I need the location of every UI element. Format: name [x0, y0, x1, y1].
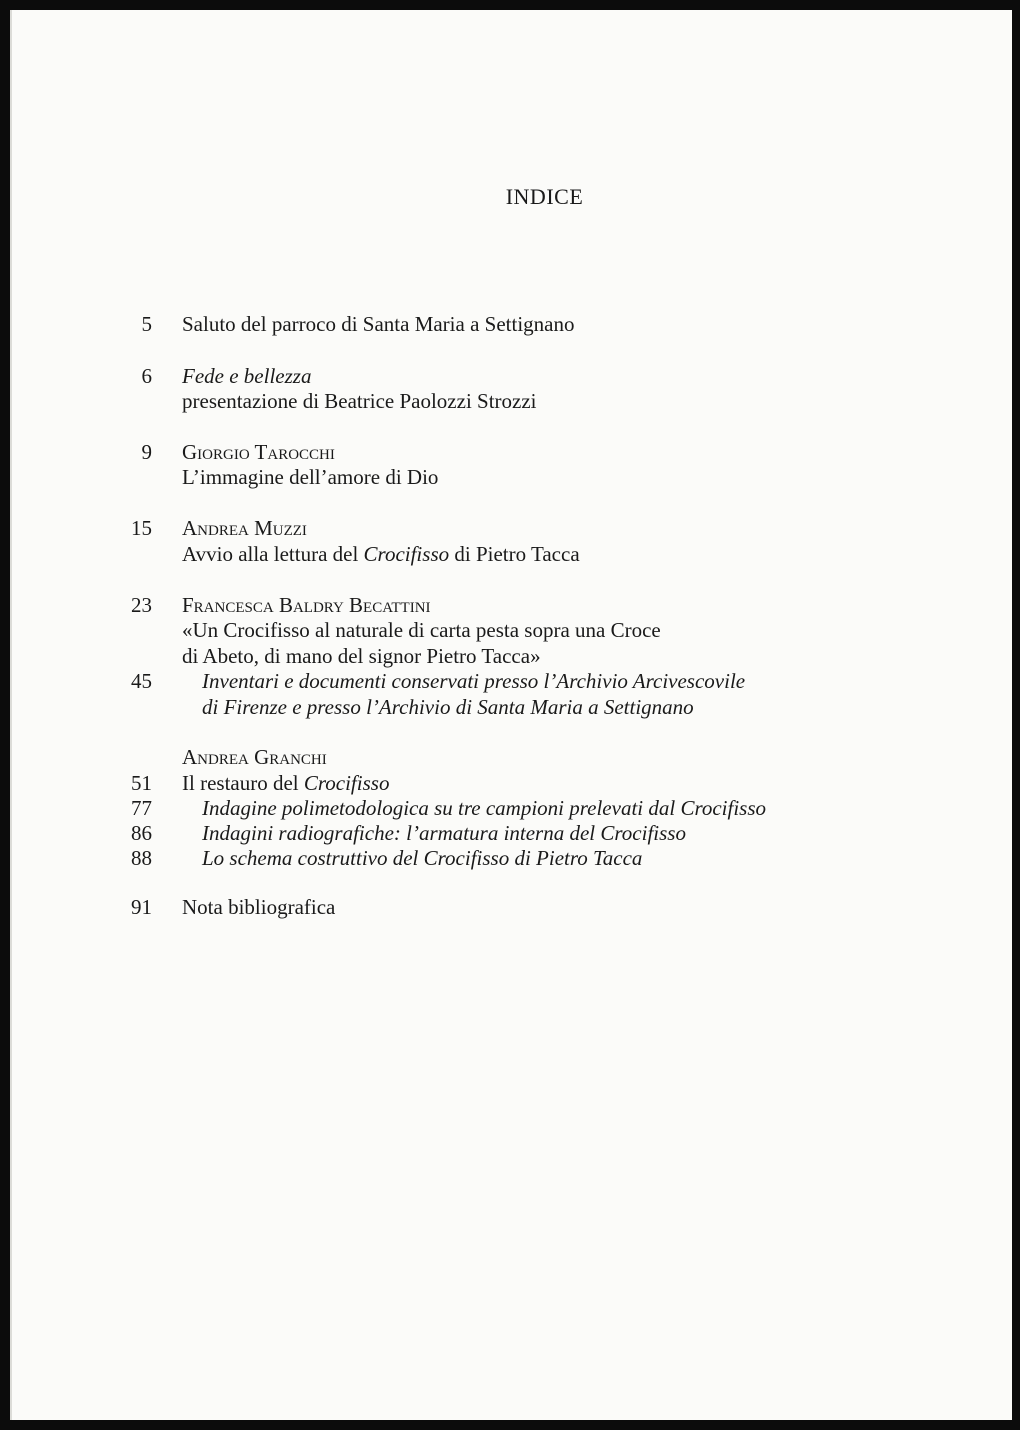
entry-page-number: 91: [131, 895, 152, 919]
book-page: [10, 10, 1012, 1420]
entry-text: Avvio alla lettura del Crocifisso di Pietro Tacca: [182, 542, 580, 566]
entry-text: di Abeto, di mano del signor Pietro Tacca»: [182, 644, 541, 668]
entry-subtitle: Inventari e documenti conservati presso l’Archivio Arcivescovile: [202, 669, 746, 693]
entry-subtitle: Lo schema costruttivo del Crocifisso di Pietro Tacca: [202, 846, 643, 870]
entry-author: Andrea Muzzi: [182, 516, 307, 540]
entry-title: Fede e bellezza: [182, 364, 312, 388]
entry-author: Francesca Baldry Becattini: [182, 593, 431, 617]
entry-page-number: 88: [131, 846, 152, 870]
entry-subtitle: Indagini radiografiche: l’armatura interna del Crocifisso: [202, 821, 686, 845]
entry-text: Saluto del parroco di Santa Maria a Settignano: [182, 312, 575, 336]
entry-subtitle: di Firenze e presso l’Archivio di Santa Maria a Settignano: [202, 695, 694, 719]
entry-text: Il restauro del Crocifisso: [182, 771, 390, 795]
page-title: INDICE: [505, 184, 584, 209]
entry-page-number: 23: [131, 593, 152, 617]
entry-subtitle: Indagine polimetodologica su tre campioni prelevati dal Crocifisso: [202, 796, 767, 820]
entry-author: Giorgio Tarocchi: [182, 440, 335, 464]
entry-page-number: 51: [131, 771, 152, 795]
entry-page-number: 15: [131, 516, 152, 540]
entry-text: «Un Crocifisso al naturale di carta pesta sopra una Croce: [182, 618, 661, 642]
entry-page-number: 45: [131, 669, 152, 693]
entry-text: Nota bibliografica: [182, 895, 336, 919]
entry-author: Andrea Granchi: [182, 745, 327, 769]
entry-page-number: 9: [141, 440, 152, 464]
entry-page-number: 5: [141, 312, 152, 336]
entry-text: presentazione di Beatrice Paolozzi Strozzi: [182, 389, 537, 413]
entry-page-number: 6: [141, 364, 152, 388]
entry-page-number: 77: [131, 796, 152, 820]
entry-text: L’immagine dell’amore di Dio: [182, 465, 439, 489]
entry-page-number: 86: [131, 821, 152, 845]
